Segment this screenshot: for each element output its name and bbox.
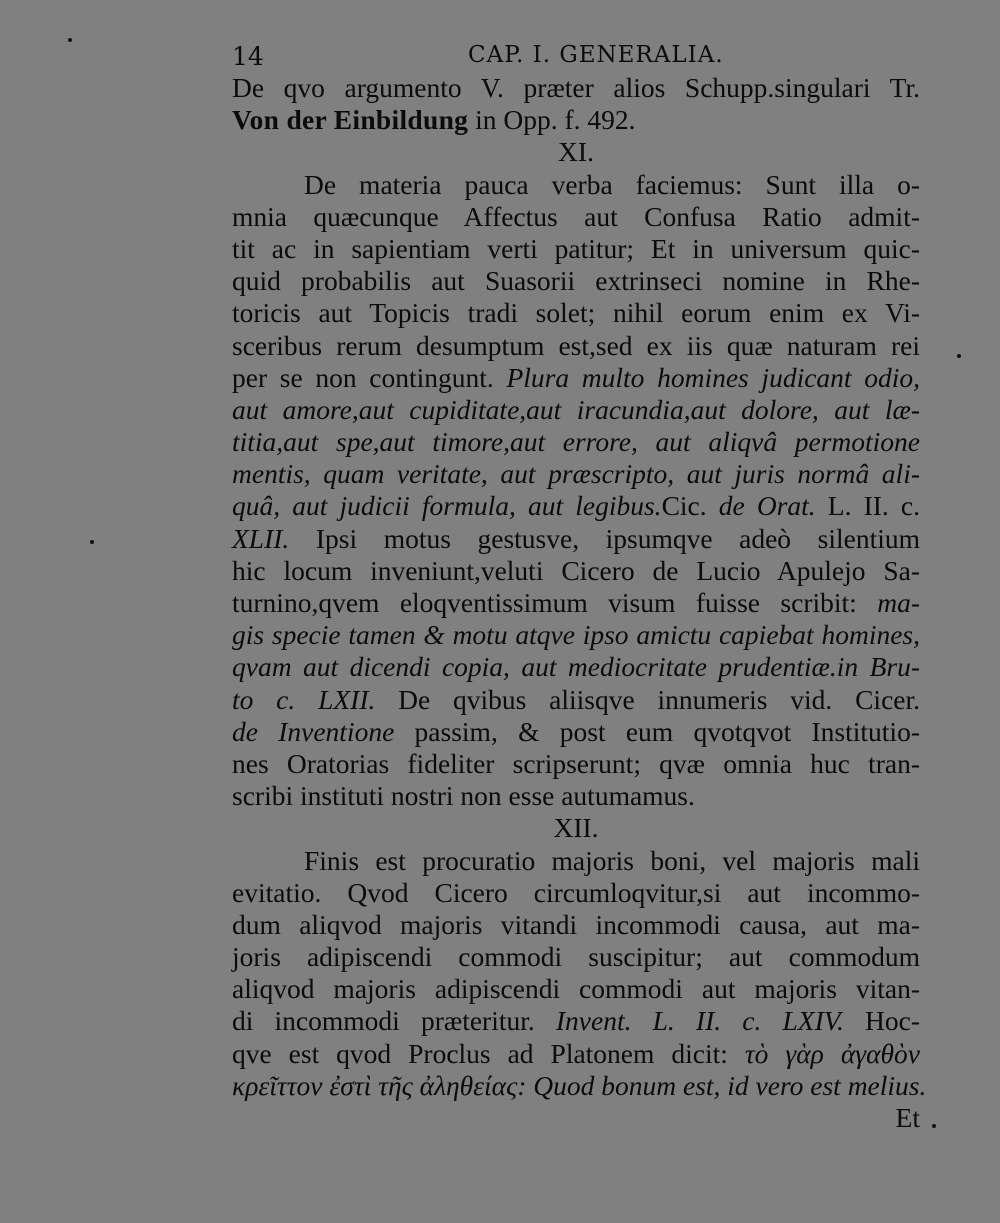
paragraph-line: di incommodi præteritur. Invent. L. II. c. LXIV. Hoc- bbox=[232, 1005, 920, 1037]
catchword: Et bbox=[895, 1102, 920, 1133]
paragraph-line: gis specie tamen & motu atqve ipso amictu capiebat homines, bbox=[232, 619, 920, 651]
paragraph-line: aliqvod majoris adipiscendi commodi aut majoris vitan- bbox=[232, 973, 920, 1005]
ink-speck bbox=[68, 38, 72, 42]
paragraph-line: turnino,qvem eloqventissimum visum fuisse scribit: ma- bbox=[232, 587, 920, 618]
paragraph-line: to c. LXII. De qvibus aliisqve innumeris vid. Cicer. bbox=[232, 683, 920, 715]
page-header bbox=[232, 40, 922, 74]
paragraph-line: aut amore,aut cupiditate,aut iracundia,aut dolore, aut læ- bbox=[232, 393, 920, 425]
intro-line: De qvo argumento V. præter alios Schupp.singulari Tr. bbox=[232, 72, 920, 103]
ink-speck bbox=[932, 1124, 936, 1128]
paragraph-line: sceribus rerum desumptum est,sed ex iis quæ naturam rei bbox=[232, 329, 920, 361]
section-heading-xi: XI. bbox=[558, 136, 594, 168]
section-heading-xii: XII. bbox=[553, 812, 599, 844]
paragraph-line: qve est qvod Proclus ad Platonem dicit: τὸ γὰρ ἀγαθὸν bbox=[232, 1037, 921, 1069]
paragraph-line: qvam aut dicendi copia, aut mediocritate prudentiæ.in Bru- bbox=[232, 651, 920, 683]
greek-text: κρεῖττον ἐστὶ τῆς ἀληθείας: bbox=[232, 1069, 534, 1101]
paragraph-line: dum aliqvod majoris vitandi incommodi causa, aut ma- bbox=[232, 908, 920, 940]
paragraph-line: nes Oratorias fideliter scripserunt; qvæ omnia huc tran- bbox=[232, 747, 920, 779]
paragraph-line: quâ, aut judicii formula, aut legibus.Cic. de Orat. L. II. c. bbox=[232, 490, 920, 522]
paragraph-line: joris adipiscendi commodi suscipitur; aut commodum bbox=[232, 941, 920, 973]
fraktur-title: Von der Einbildung bbox=[232, 104, 469, 136]
paragraph-line: de Inventione passim, & post eum qvotqvot Institutio- bbox=[232, 715, 920, 747]
paragraph-line: toricis aut Topicis tradi solet; nihil eorum enim ex Vi- bbox=[232, 297, 920, 329]
paragraph-line: mnia quæcunque Affectus aut Confusa Ratio admit- bbox=[232, 200, 920, 232]
paragraph-line: κρεῖττον ἐστὶ τῆς ἀληθείας: Quod bonum est, id vero est melius. bbox=[232, 1069, 927, 1101]
greek-text: τὸ γὰρ ἀγαθὸν bbox=[744, 1037, 921, 1069]
paragraph-line: De materia pauca verba faciemus: Sunt illa o- bbox=[304, 168, 920, 200]
paragraph-line: evitatio. Qvod Cicero circumloqvitur,si aut incommo- bbox=[232, 876, 920, 908]
paragraph-line: XLII. Ipsi motus gestusve, ipsumqve adeò silentium bbox=[232, 522, 920, 554]
paragraph-line: scribi instituti nostri non esse autumamus. bbox=[232, 780, 695, 812]
paragraph-line: per se non contingunt. Plura multo homines judicant odio, bbox=[232, 361, 920, 393]
paragraph-line: titia,aut spe,aut timore,aut errore, aut aliqvâ permotione bbox=[232, 426, 920, 458]
body-text bbox=[232, 72, 927, 1134]
paragraph-line: Finis est procuratio majoris boni, vel majoris mali bbox=[304, 844, 920, 876]
paragraph-line: quid probabilis aut Suasorii extrinseci nomine in Rhe- bbox=[232, 265, 920, 297]
intro-line: Von der Einbildung in Opp. f. 492. bbox=[232, 104, 636, 136]
running-head: CAP. I. GENERALIA. bbox=[468, 42, 724, 68]
paragraph-line: mentis, quam veritate, aut præscripto, aut juris normâ ali- bbox=[232, 458, 920, 490]
paragraph-line: tit ac in sapientiam verti patitur; Et in universum quic- bbox=[232, 232, 920, 264]
paragraph-line: hic locum inveniunt,veluti Cicero de Lucio Apulejo Sa- bbox=[232, 554, 920, 586]
ink-speck bbox=[957, 354, 961, 358]
cicero-quote: Plura multo homines judicant odio, bbox=[506, 361, 920, 393]
ink-speck bbox=[90, 540, 94, 544]
page-number: 14 bbox=[232, 42, 264, 71]
